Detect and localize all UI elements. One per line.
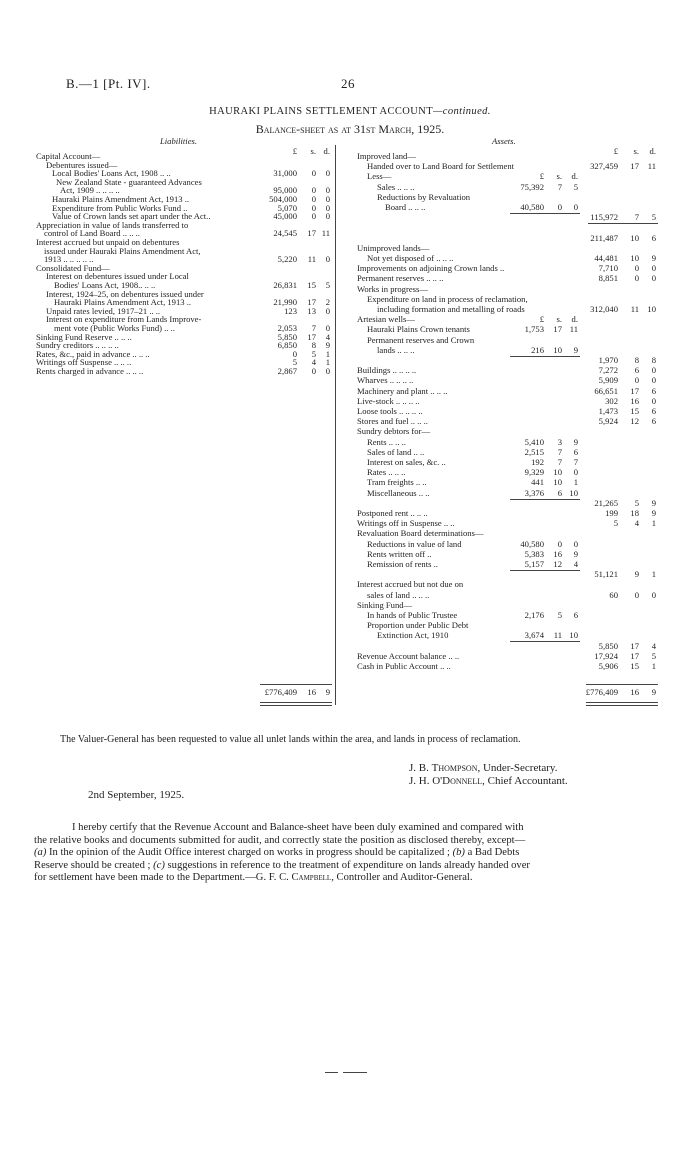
asset-pence-20: 8 bbox=[651, 355, 656, 365]
asset-label-50: Cash in Public Account .. .. bbox=[357, 661, 451, 671]
asset-shillings-34: 5 bbox=[634, 497, 639, 508]
asset-sub-pence-28: 9 bbox=[573, 436, 578, 447]
liab-shillings-4: 0 bbox=[311, 185, 316, 196]
asset-pence-49: 5 bbox=[651, 650, 656, 661]
asset-pence-10: 9 bbox=[651, 253, 656, 263]
asset-label-19: lands .. .. .. bbox=[377, 344, 415, 355]
asset-label-1: Handed over to Land Board for Settlement bbox=[367, 161, 515, 172]
asset-sub-shillings-40: 12 bbox=[553, 559, 562, 569]
asset-pence-12: 0 bbox=[651, 273, 656, 284]
asset-pounds-36: 5 bbox=[613, 518, 618, 529]
liab-label-17: Hauraki Plains Amendment Act, 1913 .. bbox=[54, 297, 192, 308]
asset-sub-pounds-40: 5,157 bbox=[524, 559, 544, 569]
asset-pounds-41: 51,121 bbox=[594, 569, 618, 580]
asset-pounds-6: 115,972 bbox=[590, 212, 618, 223]
liab-pence-17: 2 bbox=[325, 297, 330, 308]
liab-pence-6: 0 bbox=[325, 202, 330, 213]
asset-shillings-48: 17 bbox=[630, 640, 639, 651]
asset-sub-pounds-33: 3,376 bbox=[524, 487, 544, 498]
asset-label-29: Sales of land .. .. bbox=[367, 446, 425, 457]
asset-label-17: Hauraki Plains Crown tenants bbox=[367, 324, 470, 335]
asset-sub-pounds-29: 2,515 bbox=[524, 446, 544, 457]
asset-pence-35: 9 bbox=[651, 508, 656, 518]
liabilities-heading: Liabilities. bbox=[160, 136, 198, 146]
asset-pounds-1: 327,459 bbox=[590, 161, 618, 172]
asset-sub-pence-38: 0 bbox=[573, 538, 578, 549]
asset-sub-shillings-28: 3 bbox=[557, 436, 562, 447]
liab-pence-7: 0 bbox=[325, 211, 330, 222]
asset-shilling-head: s. bbox=[633, 146, 639, 156]
asset-shillings-26: 12 bbox=[630, 416, 639, 427]
asset-total-rule-2 bbox=[586, 705, 658, 706]
liab-pounds-7: 45,000 bbox=[273, 211, 297, 222]
liab-label-13: Consolidated Fund— bbox=[36, 262, 110, 273]
asset-sub-shillings-16: s. bbox=[556, 314, 562, 325]
asset-sub-pounds-17: 1,753 bbox=[524, 324, 544, 335]
asset-label-31: Rates .. .. .. bbox=[367, 467, 406, 478]
asset-pounds-12: 8,851 bbox=[598, 273, 618, 284]
cert-line-5: for settlement have been made to the Department.—G. F. C. Campbell, Controller and Auditor-General. bbox=[34, 872, 473, 884]
asset-sub-shillings-31: 10 bbox=[553, 467, 562, 478]
liab-label-14: Interest on debentures issued under Local bbox=[46, 271, 189, 282]
liab-total-pounds: £776,409 bbox=[264, 687, 297, 697]
liab-shillings-21: 17 bbox=[307, 331, 316, 342]
signature-chief-accountant: J. H. O'Donnell, Chief Accountant. bbox=[409, 775, 568, 787]
signature-under-secretary: J. B. Thompson, Under-Secretary. bbox=[409, 762, 558, 774]
asset-sub-pence-2: d. bbox=[571, 171, 578, 182]
liab-pence-4: 0 bbox=[325, 185, 330, 196]
asset-label-13: Works in progress— bbox=[357, 283, 428, 294]
asset-shillings-22: 0 bbox=[634, 375, 639, 386]
liab-shillings-18: 13 bbox=[307, 305, 316, 316]
asset-sub-pence-31: 0 bbox=[573, 467, 578, 478]
asset-label-30: Interest on sales, &c. .. bbox=[367, 457, 446, 467]
asset-label-5: Board .. .. .. bbox=[385, 202, 426, 212]
liab-label-15: Bodies' Loans Act, 1908.. .. .. bbox=[54, 280, 156, 290]
liab-total-shillings: 16 bbox=[307, 687, 316, 697]
asset-pounds-22: 5,909 bbox=[598, 375, 618, 386]
asset-shillings-21: 6 bbox=[634, 365, 639, 376]
asset-sub-shillings-32: 10 bbox=[553, 477, 562, 488]
liab-pence-12: 0 bbox=[325, 254, 330, 265]
liab-pounds-17: 21,990 bbox=[273, 297, 297, 308]
asset-shillings-11: 0 bbox=[634, 263, 639, 274]
asset-sub-pounds-19: 216 bbox=[531, 344, 544, 355]
asset-label-22: Wharves .. .. .. .. bbox=[357, 375, 414, 386]
liab-shillings-24: 4 bbox=[311, 357, 316, 368]
liab-pence-25: 0 bbox=[325, 366, 330, 376]
asset-label-21: Buildings .. .. .. .. bbox=[357, 365, 417, 376]
asset-total-pounds: £776,409 bbox=[585, 687, 618, 697]
asset-sub-pence-47: 10 bbox=[569, 630, 578, 641]
asset-label-36: Writings off in Suspense .. .. bbox=[357, 518, 455, 529]
liab-label-16: Interest, 1924–25, on debentures issued under bbox=[46, 288, 204, 299]
asset-total-pence: 9 bbox=[651, 687, 656, 697]
asset-label-12: Permanent reserves .. .. .. bbox=[357, 273, 444, 284]
asset-label-9: Unimproved lands— bbox=[357, 242, 430, 253]
asset-label-46: Proportion under Public Debt bbox=[367, 620, 469, 631]
asset-label-11: Improvements on adjoining Crown lands .. bbox=[357, 263, 505, 274]
asset-sub-shillings-2: s. bbox=[556, 171, 562, 182]
asset-sub-pounds-5: 40,580 bbox=[520, 202, 544, 212]
asset-shillings-43: 0 bbox=[634, 589, 639, 600]
liab-total-rule-2 bbox=[260, 705, 332, 706]
liab-shillings-5: 0 bbox=[311, 194, 316, 204]
footer-mark-1 bbox=[325, 1072, 338, 1073]
signature-date: 2nd September, 1925. bbox=[88, 789, 185, 801]
asset-pence-23: 6 bbox=[651, 385, 656, 396]
asset-sub-pence-39: 9 bbox=[573, 548, 578, 559]
asset-pounds-35: 199 bbox=[605, 508, 618, 518]
liab-label-4: Act, 1909 .. .. .. .. bbox=[60, 185, 120, 196]
liab-pence-22: 9 bbox=[325, 340, 330, 351]
asset-sub-shillings-19: 10 bbox=[553, 344, 562, 355]
asset-shillings-1: 17 bbox=[630, 161, 639, 172]
asset-sub-shillings-29: 7 bbox=[557, 446, 562, 457]
asset-label-45: In hands of Public Trustee bbox=[367, 610, 458, 620]
asset-sub-pounds-47: 3,674 bbox=[524, 630, 544, 641]
asset-label-44: Sinking Fund— bbox=[357, 599, 413, 610]
page-number: 26 bbox=[341, 76, 355, 91]
asset-sub-shillings-45: 5 bbox=[557, 610, 562, 620]
account-title: HAURAKI PLAINS SETTLEMENT ACCOUNT—continued. bbox=[209, 106, 491, 117]
asset-pence-15: 10 bbox=[647, 304, 656, 314]
asset-label-49: Revenue Account balance .. .. bbox=[357, 650, 460, 661]
asset-label-15: including formation and metalling of roads bbox=[377, 304, 525, 314]
asset-label-33: Miscellaneous .. .. bbox=[367, 487, 430, 498]
asset-pounds-10: 44,481 bbox=[594, 253, 618, 263]
liab-pounds-6: 5,070 bbox=[277, 202, 297, 213]
asset-label-16: Artesian wells— bbox=[357, 314, 415, 325]
asset-label-3: Sales .. .. .. bbox=[377, 181, 415, 192]
liab-total-rule-1 bbox=[260, 702, 332, 703]
asset-subtotal-rule bbox=[510, 570, 580, 571]
asset-label-23: Machinery and plant .. .. .. bbox=[357, 385, 448, 396]
liab-shillings-6: 0 bbox=[311, 202, 316, 213]
asset-label-14: Expenditure on land in process of reclamation, bbox=[367, 293, 528, 304]
liab-pounds-15: 26,831 bbox=[273, 280, 297, 290]
asset-label-42: Interest accrued but not due on bbox=[357, 579, 464, 590]
liab-label-1: Debentures issued— bbox=[46, 159, 118, 170]
asset-sub-pounds-16: £ bbox=[539, 314, 544, 325]
asset-pound-head: £ bbox=[613, 146, 618, 156]
asset-pence-8: 6 bbox=[651, 232, 656, 243]
asset-label-39: Rents written off .. bbox=[367, 548, 432, 559]
asset-pounds-21: 7,272 bbox=[598, 365, 618, 376]
asset-shillings-49: 17 bbox=[630, 650, 639, 661]
asset-sub-shillings-17: 17 bbox=[553, 324, 562, 335]
asset-sub-pence-17: 11 bbox=[569, 324, 578, 335]
liab-pence-24: 1 bbox=[325, 357, 330, 368]
asset-label-47: Extinction Act, 1910 bbox=[377, 630, 449, 641]
asset-shillings-50: 15 bbox=[630, 661, 639, 671]
asset-shillings-41: 9 bbox=[634, 569, 639, 580]
liab-label-5: Hauraki Plains Amendment Act, 1913 .. bbox=[52, 194, 190, 204]
center-divider bbox=[335, 145, 336, 705]
liab-label-25: Rents charged in advance .. .. .. bbox=[36, 366, 144, 376]
asset-pence-head: d. bbox=[649, 146, 656, 156]
liab-label-21: Sinking Fund Reserve .. .. .. bbox=[36, 331, 132, 342]
liab-pounds-21: 5,850 bbox=[277, 331, 297, 342]
asset-pounds-11: 7,710 bbox=[598, 263, 618, 274]
liab-shillings-9: 17 bbox=[307, 228, 316, 239]
asset-total-shillings: 16 bbox=[630, 687, 639, 697]
asset-shillings-35: 18 bbox=[630, 508, 639, 518]
asset-pounds-26: 5,924 bbox=[598, 416, 618, 427]
asset-label-38: Reductions in value of land bbox=[367, 538, 462, 549]
cert-line-4: Reserve should be created ; (c) suggestions in reference to the treatment of expenditure on lands already handed over bbox=[34, 859, 530, 871]
asset-sub-pounds-32: 441 bbox=[531, 477, 544, 488]
asset-pence-43: 0 bbox=[651, 589, 656, 600]
asset-shillings-10: 10 bbox=[630, 253, 639, 263]
asset-subtotal-rule bbox=[510, 641, 580, 642]
assets-heading: Assets. bbox=[492, 136, 516, 146]
asset-label-4: Reductions by Revaluation bbox=[377, 191, 471, 202]
liab-shillings-15: 15 bbox=[307, 280, 316, 290]
liab-pounds-9: 24,545 bbox=[273, 228, 297, 239]
liab-pence-9: 11 bbox=[321, 228, 330, 239]
asset-pence-41: 1 bbox=[651, 569, 656, 580]
liab-pound-head: £ bbox=[292, 146, 297, 156]
liab-pounds-24: 5 bbox=[292, 357, 297, 368]
asset-subtotal-rule bbox=[510, 356, 580, 357]
liab-pence-15: 5 bbox=[325, 280, 330, 290]
report-series: B.—1 [Pt. IV]. bbox=[66, 76, 151, 91]
asset-pounds-15: 312,040 bbox=[590, 304, 618, 314]
asset-sub-pence-16: d. bbox=[571, 314, 578, 325]
asset-sub-shillings-33: 6 bbox=[557, 487, 562, 498]
asset-sub-pounds-45: 2,176 bbox=[524, 610, 544, 620]
liab-shillings-2: 0 bbox=[311, 168, 316, 179]
audit-certificate bbox=[34, 822, 674, 885]
liab-label-6: Expenditure from Public Works Fund .. bbox=[52, 202, 188, 213]
asset-label-28: Rents .. .. .. bbox=[367, 436, 406, 447]
asset-pence-50: 1 bbox=[651, 661, 656, 671]
asset-sub-pounds-3: 75,392 bbox=[520, 181, 544, 192]
asset-shillings-25: 15 bbox=[630, 406, 639, 416]
asset-label-2: Less— bbox=[367, 171, 392, 182]
asset-shillings-36: 4 bbox=[634, 518, 639, 529]
asset-pence-11: 0 bbox=[651, 263, 656, 274]
liab-pence-21: 4 bbox=[325, 331, 330, 342]
liab-pence-5: 0 bbox=[325, 194, 330, 204]
liab-label-3: New Zealand State - guaranteed Advances bbox=[56, 176, 202, 187]
liab-shillings-17: 17 bbox=[307, 297, 316, 308]
asset-pounds-25: 1,473 bbox=[598, 406, 618, 416]
asset-label-0: Improved land— bbox=[357, 151, 416, 161]
asset-label-37: Revaluation Board determinations— bbox=[357, 528, 484, 539]
asset-sub-pence-32: 1 bbox=[573, 477, 578, 488]
liab-shillings-23: 5 bbox=[311, 348, 316, 359]
asset-sub-pounds-28: 5,410 bbox=[524, 436, 544, 447]
liab-label-19: Interest on expenditure from Lands Improve- bbox=[46, 314, 202, 325]
asset-label-10: Not yet disposed of .. .. .. bbox=[367, 253, 454, 263]
asset-subtotal-rule bbox=[510, 213, 580, 214]
footer-mark-2 bbox=[343, 1072, 367, 1073]
asset-pence-48: 4 bbox=[651, 640, 656, 651]
liab-label-12: 1913 .. .. .. .. .. bbox=[44, 254, 94, 265]
asset-sub-shillings-3: 7 bbox=[557, 181, 562, 192]
asset-label-27: Sundry debtors for— bbox=[357, 426, 431, 437]
asset-pence-36: 1 bbox=[651, 518, 656, 529]
asset-sub-pence-29: 6 bbox=[573, 446, 578, 457]
liab-total-pence: 9 bbox=[325, 687, 330, 697]
asset-pence-26: 6 bbox=[651, 416, 656, 427]
asset-label-26: Stores and fuel .. .. .. bbox=[357, 416, 428, 427]
asset-pounds-49: 17,924 bbox=[594, 650, 618, 661]
balance-sheet-title: Balance-sheet as at 31st March, 1925. bbox=[255, 122, 445, 136]
asset-sub-pounds-30: 192 bbox=[531, 457, 544, 467]
liab-pence-18: 0 bbox=[325, 305, 330, 316]
liab-pounds-20: 2,053 bbox=[277, 323, 297, 333]
asset-sub-shillings-30: 7 bbox=[557, 457, 562, 467]
asset-sub-shillings-39: 16 bbox=[553, 548, 562, 559]
liab-pounds-22: 6,850 bbox=[277, 340, 297, 351]
valuer-general-note: The Valuer-General has been requested to value all unlet lands within the area, and lands in process of reclamation. bbox=[60, 734, 521, 745]
asset-shillings-15: 11 bbox=[630, 304, 639, 314]
liab-label-9: control of Land Board .. .. .. bbox=[44, 228, 140, 239]
asset-sub-pounds-38: 40,580 bbox=[520, 538, 544, 549]
liab-label-7: Value of Crown lands set apart under the Act.. bbox=[52, 211, 211, 222]
asset-sub-shillings-47: 11 bbox=[553, 630, 562, 641]
asset-pence-1: 11 bbox=[647, 161, 656, 172]
asset-pounds-34: 21,265 bbox=[594, 497, 618, 508]
asset-subtotal-rule bbox=[510, 499, 580, 500]
asset-label-32: Tram freights .. .. bbox=[367, 477, 427, 488]
asset-label-40: Remission of rents .. bbox=[367, 559, 438, 569]
asset-pence-22: 0 bbox=[651, 375, 656, 386]
asset-shillings-8: 10 bbox=[630, 232, 639, 243]
cert-line-2: the relative books and documents submitted for audit, and correctly state the position as disclosed thereby, except— bbox=[34, 834, 526, 846]
asset-sub-pence-45: 6 bbox=[573, 610, 578, 620]
liab-shillings-20: 7 bbox=[311, 323, 316, 333]
liab-shillings-22: 8 bbox=[311, 340, 316, 351]
asset-sub-pence-33: 10 bbox=[569, 487, 578, 498]
liab-label-23: Rates, &c., paid in advance .. .. .. bbox=[36, 348, 150, 359]
liab-label-24: Writings off Suspense .. .. .. bbox=[36, 357, 132, 368]
liab-pounds-23: 0 bbox=[292, 348, 297, 359]
asset-shillings-23: 17 bbox=[630, 385, 639, 396]
liab-pence-head: d. bbox=[323, 146, 330, 156]
asset-sub-pence-40: 4 bbox=[573, 559, 578, 569]
asset-label-24: Live-stock .. .. .. .. bbox=[357, 395, 420, 406]
liab-label-20: ment vote (Public Works Fund) .. .. bbox=[54, 323, 175, 333]
liab-total-rule-top bbox=[260, 684, 332, 685]
asset-pounds-23: 66,651 bbox=[594, 385, 618, 396]
asset-sub-pence-30: 7 bbox=[573, 457, 578, 467]
asset-sub-pence-19: 9 bbox=[573, 344, 578, 355]
asset-label-18: Permanent reserves and Crown bbox=[367, 334, 475, 345]
cert-line-1: I hereby certify that the Revenue Account and Balance-sheet have been duly examined and compared with bbox=[72, 822, 524, 833]
asset-sub-pounds-2: £ bbox=[539, 171, 544, 182]
asset-sub-shillings-38: 0 bbox=[557, 538, 562, 549]
liab-shillings-7: 0 bbox=[311, 211, 316, 222]
liab-pence-2: 0 bbox=[325, 168, 330, 179]
asset-sub-pence-5: 0 bbox=[573, 202, 578, 212]
asset-pounds-50: 5,906 bbox=[598, 661, 618, 671]
asset-main-rule bbox=[588, 223, 658, 224]
liab-pounds-5: 504,000 bbox=[269, 194, 297, 204]
liab-pence-20: 0 bbox=[325, 323, 330, 333]
liab-pence-23: 1 bbox=[325, 348, 330, 359]
cert-line-3: (a) In the opinion of the Audit Office interest charged on works in progress should be capitalized ; (b) a Bad Debts bbox=[34, 847, 520, 859]
asset-shillings-24: 16 bbox=[630, 395, 639, 406]
asset-pounds-20: 1,970 bbox=[598, 355, 618, 365]
liab-pounds-25: 2,867 bbox=[277, 366, 297, 376]
asset-shillings-20: 8 bbox=[634, 355, 639, 365]
asset-sub-pounds-39: 5,383 bbox=[524, 548, 544, 559]
liab-label-0: Capital Account— bbox=[36, 151, 101, 161]
asset-pence-21: 0 bbox=[651, 365, 656, 376]
asset-total-rule-1 bbox=[586, 702, 658, 703]
asset-pounds-48: 5,850 bbox=[598, 640, 618, 651]
liab-shillings-12: 11 bbox=[307, 254, 316, 265]
asset-pounds-24: 302 bbox=[605, 395, 618, 406]
asset-label-43: sales of land .. .. .. bbox=[367, 589, 430, 600]
liab-label-22: Sundry creditors .. .. .. .. bbox=[36, 340, 119, 351]
asset-label-35: Postponed rent .. .. .. bbox=[357, 508, 428, 518]
liab-shillings-25: 0 bbox=[311, 366, 316, 376]
asset-pounds-43: 60 bbox=[609, 589, 618, 600]
liab-label-18: Unpaid rates levied, 1917–21 .. .. bbox=[46, 305, 161, 316]
asset-total-rule-top bbox=[586, 684, 658, 685]
liab-pounds-4: 95,000 bbox=[273, 185, 297, 196]
liab-pounds-12: 5,220 bbox=[277, 254, 297, 265]
asset-label-25: Loose tools .. .. .. .. bbox=[357, 406, 423, 416]
asset-shillings-6: 7 bbox=[634, 212, 639, 223]
liab-pounds-18: 123 bbox=[284, 305, 297, 316]
liab-label-8: Appreciation in value of lands transferred to bbox=[36, 219, 189, 230]
liab-label-10: Interest accrued but unpaid on debentures bbox=[36, 237, 180, 247]
liab-shilling-head: s. bbox=[310, 146, 316, 156]
liab-label-11: issued under Hauraki Plains Amendment Act, bbox=[44, 245, 201, 256]
asset-sub-pounds-31: 9,329 bbox=[524, 467, 544, 478]
liab-label-2: Local Bodies' Loans Act, 1908 .. .. bbox=[52, 168, 171, 179]
asset-pence-24: 0 bbox=[651, 395, 656, 406]
asset-pence-6: 5 bbox=[651, 212, 656, 223]
asset-pence-34: 9 bbox=[651, 497, 656, 508]
asset-pounds-8: 211,487 bbox=[590, 232, 618, 243]
asset-sub-shillings-5: 0 bbox=[557, 202, 562, 212]
asset-shillings-12: 0 bbox=[634, 273, 639, 284]
asset-sub-pence-3: 5 bbox=[573, 181, 578, 192]
liab-pounds-2: 31,000 bbox=[273, 168, 297, 179]
asset-pence-25: 6 bbox=[651, 406, 656, 416]
